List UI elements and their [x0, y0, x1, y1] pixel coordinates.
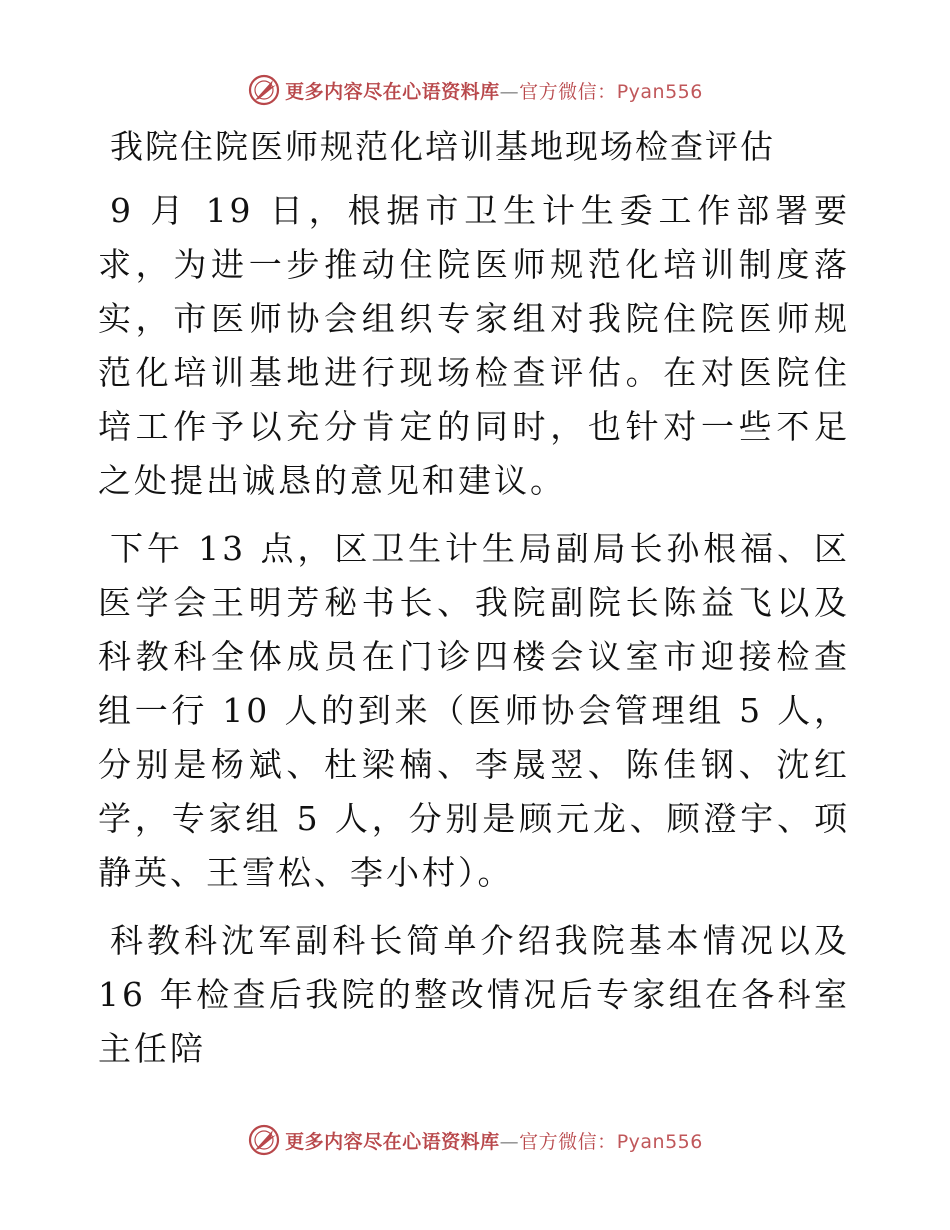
document-title: 我院住院医师规范化培训基地现场检查评估 — [110, 127, 775, 166]
footer-banner-text — [285, 1127, 703, 1154]
paragraph-3: 科教科沈军副科长简单介绍我院基本情况以及 16 年检查后我院的整改情况后专家组在各科室主任陪 — [98, 921, 850, 1068]
header-brand: 更多内容尽在心语资料库 — [285, 80, 500, 103]
header-wechat-label: 官方微信： — [519, 80, 617, 103]
document-body — [98, 120, 850, 1090]
header-separator: — — [499, 80, 520, 103]
quill-seal-icon — [247, 73, 281, 107]
footer-wechat-label: 官方微信： — [519, 1130, 617, 1153]
header-banner-text — [285, 77, 703, 104]
quill-seal-icon — [247, 1123, 281, 1157]
paragraph-1: 9 月 19 日，根据市卫生计生委工作部署要求，为进一步推动住院医师规范化培训制度落实，市医师协会组织专家组对我院住院医师规范化培训基地进行现场检查评估。在对医院住培工作予以充分肯定的同时，也针对一些不足之处提出诚恳的意见和建议。 — [98, 191, 850, 500]
footer-banner — [0, 1120, 950, 1160]
footer-wechat-id: Pyan556 — [616, 1130, 703, 1153]
header-banner — [0, 70, 950, 110]
footer-brand: 更多内容尽在心语资料库 — [285, 1130, 500, 1153]
footer-separator: — — [499, 1130, 520, 1153]
paragraph-2: 下午 13 点，区卫生计生局副局长孙根福、区医学会王明芳秘书长、我院副院长陈益飞以及科教科全体成员在门诊四楼会议室市迎接检查组一行 10 人的到来（医师协会管理组 5 人，分别是杨斌、杜梁楠、李晟翌、陈佳钢、沈红学，专家组 5 人，分别是顾元龙、顾澄宇、项静英、王雪松、李小村）。 — [98, 529, 850, 892]
header-wechat-id: Pyan556 — [616, 80, 703, 103]
